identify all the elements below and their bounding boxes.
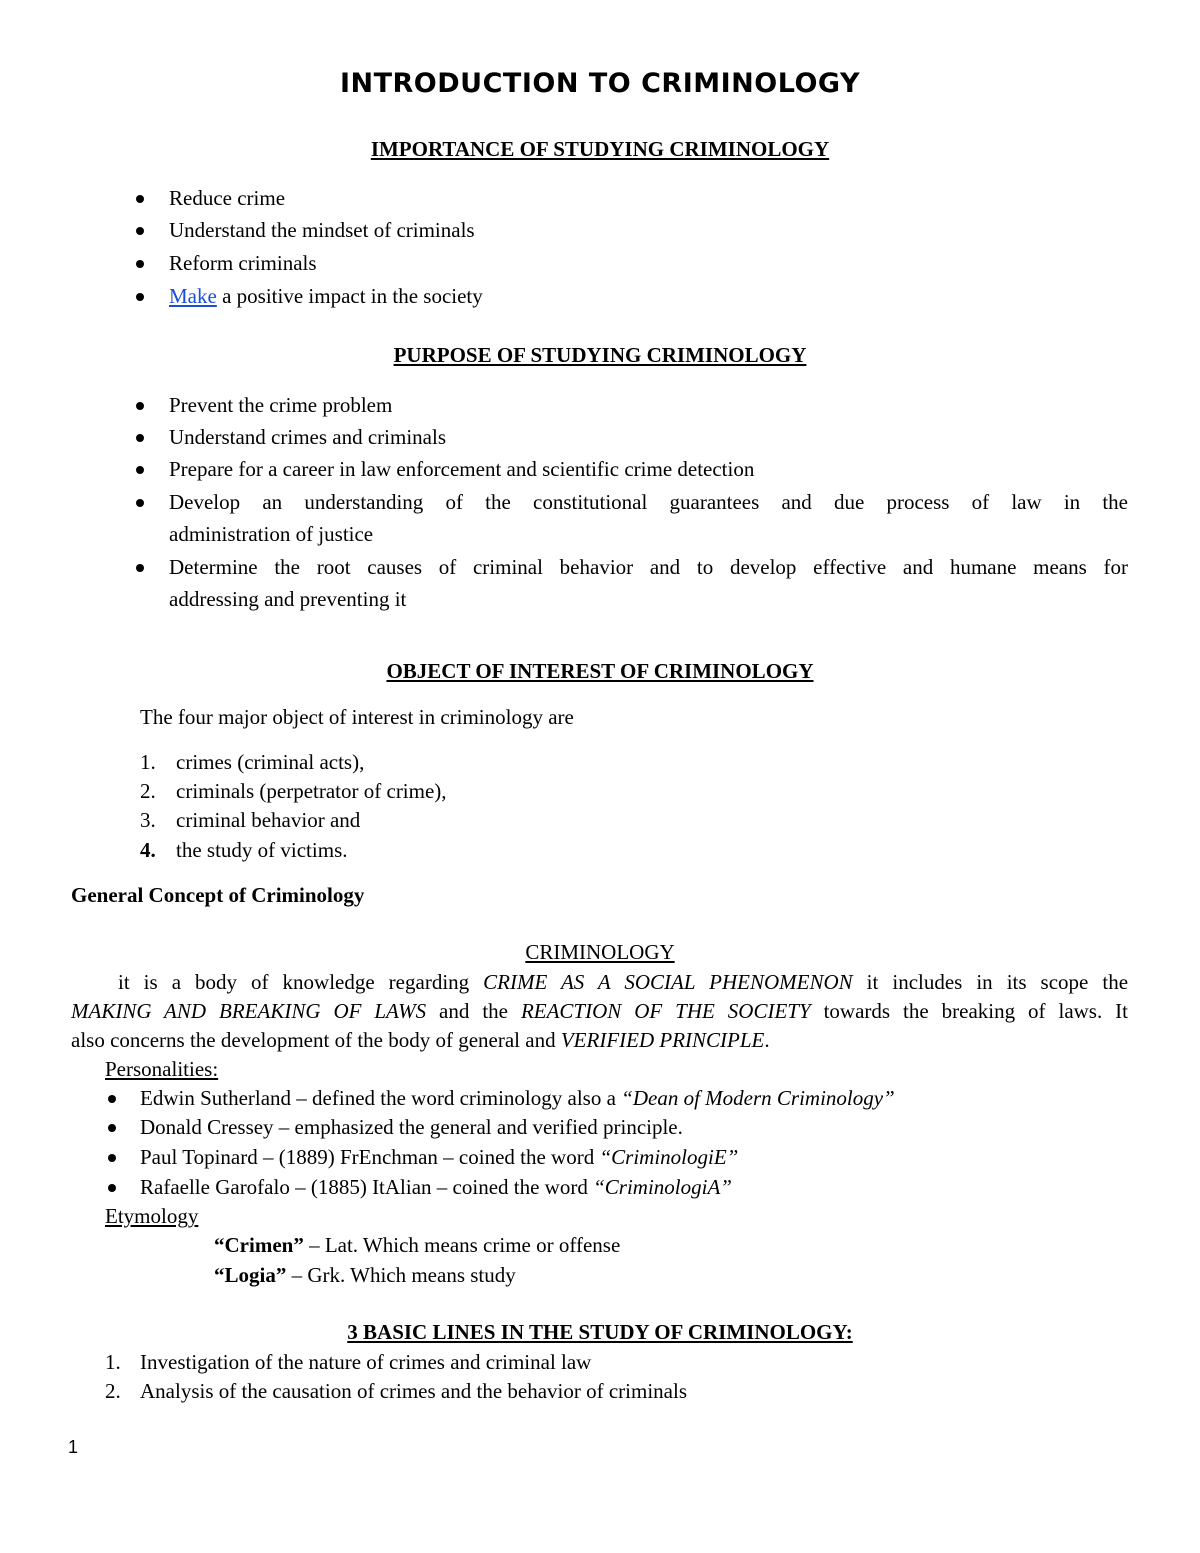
page-number: 1 [68,1437,79,1457]
text-span: Edwin Sutherland – defined the word criminology also a [140,1086,622,1110]
paragraph-line [71,1028,770,1053]
document-title: INTRODUCTION TO CRIMINOLOGY [339,68,861,99]
emphasis-span: “Dean of Modern Criminology” [621,1086,895,1110]
list-item: the study of victims. [176,838,348,862]
list-item: Reform criminals [169,251,317,275]
bullet-icon [136,293,144,301]
list-number: 2. [105,1379,121,1403]
bullet-icon [136,402,144,410]
basic-lines-heading: 3 BASIC LINES IN THE STUDY OF CRIMINOLOGY: [347,1320,853,1344]
text-span: towards the breaking of laws. It [810,999,1128,1023]
make-link[interactable]: Make [169,284,217,308]
bullet-icon [108,1184,116,1192]
criminology-heading: CRIMINOLOGY [525,940,675,964]
bullet-icon [108,1124,116,1132]
bullet-icon [136,434,144,442]
bullet-icon [136,466,144,474]
list-number: 2. [140,779,156,803]
list-item [169,284,483,309]
term-span: “Crimen” [214,1233,304,1257]
bullet-icon [136,195,144,203]
paragraph-line [118,970,1128,995]
list-item-line: addressing and preventing it [169,587,407,611]
bullet-icon [136,260,144,268]
purpose-heading: PURPOSE OF STUDYING CRIMINOLOGY [393,343,807,367]
list-number: 1. [140,750,156,774]
bullet-icon [136,499,144,507]
text-span: it includes in its scope the [852,970,1129,994]
list-item-line: Determine the root causes of criminal behavior and to develop effective and humane means for [169,555,1128,579]
general-concept-heading: General Concept of Criminology [71,883,365,907]
paragraph-line [71,999,1128,1024]
text-span: Paul Topinard – (1889) FrEnchman – coined the word [140,1145,600,1169]
emphasis-span: “CriminologiA” [593,1175,732,1199]
object-heading: OBJECT OF INTEREST OF CRIMINOLOGY [386,659,814,683]
list-number: 4. [140,838,156,862]
emphasis-span: CRIME AS A SOCIAL PHENOMENON [483,970,853,994]
object-intro: The four major object of interest in criminology are [140,705,574,729]
text-span: and the [426,999,521,1023]
list-item: Prevent the crime problem [169,393,393,417]
bullet-icon [108,1154,116,1162]
list-item: criminals (perpetrator of crime), [176,779,447,803]
list-item: criminal behavior and [176,808,361,832]
etymology-item [214,1233,620,1258]
list-number: 3. [140,808,156,832]
term-span: “Logia” [214,1263,287,1287]
list-item: crimes (criminal acts), [176,750,365,774]
text-span: – Lat. Which means crime or offense [303,1233,621,1257]
text-span: – Grk. Which means study [286,1263,516,1287]
list-item: Investigation of the nature of crimes and criminal law [140,1350,592,1374]
list-item [140,1145,738,1170]
list-item [140,1086,895,1111]
text-span: . [764,1028,770,1052]
bullet-icon [108,1095,116,1103]
list-item: Prepare for a career in law enforcement and scientific crime detection [169,457,755,481]
emphasis-span: “CriminologiE” [599,1145,739,1169]
bullet-icon [136,564,144,572]
list-item-line: Develop an understanding of the constitutional guarantees and due process of law in the [169,490,1128,514]
emphasis-span: REACTION OF THE SOCIETY [520,999,811,1023]
list-item-line: administration of justice [169,522,374,546]
importance-heading: IMPORTANCE OF STUDYING CRIMINOLOGY [370,137,830,161]
list-item: Understand crimes and criminals [169,425,446,449]
list-item: Reduce crime [169,186,286,210]
list-number: 1. [105,1350,121,1374]
text-span: also concerns the development of the body of general and [71,1028,561,1052]
emphasis-span: MAKING AND BREAKING OF LAWS [71,999,427,1023]
text-span: Donald Cressey – emphasized the general and verified principle. [140,1115,683,1139]
etymology-item [214,1263,516,1288]
list-item [140,1175,732,1200]
etymology-label: Etymology [105,1204,199,1228]
personalities-label: Personalities: [105,1057,219,1081]
list-item-text: a positive impact in the society [216,284,483,308]
list-item [140,1115,683,1140]
emphasis-span: VERIFIED PRINCIPLE [560,1028,765,1052]
list-item: Analysis of the causation of crimes and the behavior of criminals [140,1379,688,1403]
text-span: Rafaelle Garofalo – (1885) ItAlian – coined the word [140,1175,594,1199]
text-span: it is a body of knowledge regarding [118,970,484,994]
list-item: Understand the mindset of criminals [169,218,475,242]
bullet-icon [136,227,144,235]
